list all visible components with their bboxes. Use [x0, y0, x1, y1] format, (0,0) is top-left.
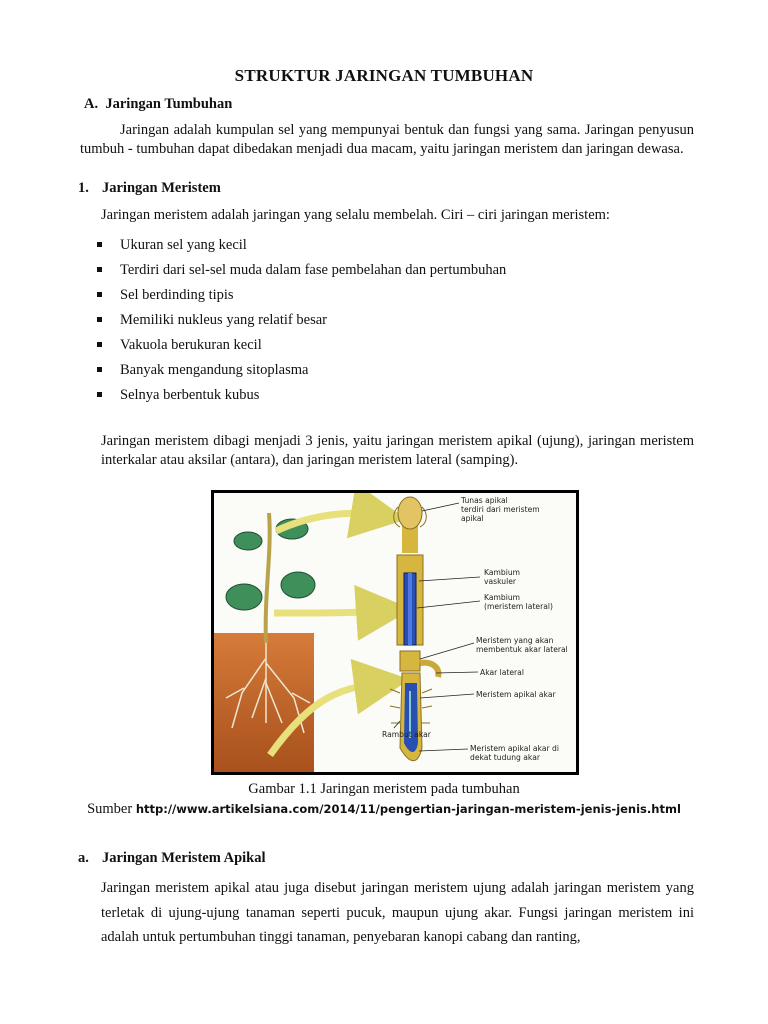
plant-stem	[266, 513, 270, 643]
svg-text:(meristem lateral): (meristem lateral)	[484, 602, 553, 611]
meristem-types-paragraph: Jaringan meristem dibagi menjadi 3 jenis, yaitu jaringan meristem apikal (ujung), jaringan meristem interkalar atau aksilar (antara), dan jaringan meristem lateral (samping).	[101, 433, 694, 468]
page-title: STRUKTUR JARINGAN TUMBUHAN	[234, 66, 534, 85]
list-item: Ukuran sel yang kecil	[96, 236, 506, 261]
label-meristem-akar-lateral: Meristem yang akan	[476, 636, 554, 645]
bullet-square-icon	[97, 242, 102, 247]
list-item: Banyak mengandung sitoplasma	[96, 361, 506, 386]
list-item: Terdiri dari sel-sel muda dalam fase pembelahan dan pertumbuhan	[96, 261, 506, 286]
root-section	[390, 651, 438, 761]
svg-text:dekat tudung akar: dekat tudung akar	[470, 753, 540, 762]
label-kambium-vaskuler: Kambium	[484, 568, 521, 577]
section-1-number: 1.	[78, 180, 89, 196]
bullet-square-icon	[97, 367, 102, 372]
intro-paragraph: Jaringan adalah kumpulan sel yang mempunyai bentuk dan fungsi yang sama. Jaringan penyusun tumbuh - tumbuhan dapat dibedakan menjadi dua macam, yaitu jaringan meristem dan jaringan dewasa.	[80, 122, 694, 157]
leaf-icon	[281, 572, 315, 598]
label-kambium-lateral: Kambium	[484, 593, 521, 602]
section-a-heading	[84, 96, 232, 113]
svg-text:apikal: apikal	[461, 514, 484, 523]
list-item: Selnya berbentuk kubus	[96, 386, 506, 411]
bullet-square-icon	[97, 317, 102, 322]
figure-source	[0, 801, 768, 818]
section-aa-title: Jaringan Meristem Apikal	[102, 850, 266, 866]
label-akar-lateral: Akar lateral	[480, 668, 524, 677]
svg-text:terdiri dari meristem: terdiri dari meristem	[461, 505, 540, 514]
source-url[interactable]: http://www.artikelsiana.com/2014/11/pengertian-jaringan-meristem-jenis-jenis.html	[135, 802, 681, 816]
label-rambut-akar: Rambut akar	[382, 730, 431, 739]
section-1-title: Jaringan Meristem	[102, 180, 221, 196]
apical-meristem-paragraph: Jaringan meristem apikal atau juga disebut jaringan meristem ujung adalah jaringan meristem yang terletak di ujung-ujung tanaman seperti pucuk, maupun ujung akar. Fungsi jaringan meristem ini adalah untuk pertumbuhan tinggi tanaman, penyebaran kanopi cabang dan ranting,	[101, 880, 694, 945]
svg-text:vaskuler: vaskuler	[484, 577, 516, 586]
section-a-label: A.	[84, 96, 99, 112]
label-meristem-apikal-akar: Meristem apikal akar	[476, 690, 556, 699]
label-meristem-tudung-akar: Meristem apikal akar di	[470, 744, 559, 753]
bullet-square-icon	[97, 392, 102, 397]
meristem-intro: Jaringan meristem adalah jaringan yang selalu membelah. Ciri – ciri jaringan meristem:	[101, 207, 610, 223]
leaf-icon	[234, 532, 262, 550]
leaf-icon	[226, 584, 262, 610]
list-item: Memiliki nukleus yang relatif besar	[96, 311, 506, 336]
bullet-square-icon	[97, 342, 102, 347]
arrow-icon	[274, 611, 384, 613]
section-aa-number: a.	[78, 850, 89, 866]
apical-bud	[394, 497, 427, 553]
stem-section	[397, 555, 423, 645]
meristem-characteristics-list	[96, 236, 506, 411]
figure-caption: Gambar 1.1 Jaringan meristem pada tumbuhan	[248, 781, 520, 797]
bullet-square-icon	[97, 267, 102, 272]
section-a-title: Jaringan Tumbuhan	[105, 96, 233, 112]
list-item: Vakuola berukuran kecil	[96, 336, 506, 361]
source-prefix: Sumber	[87, 801, 133, 817]
bullet-square-icon	[97, 292, 102, 297]
section-a-apikal-heading	[78, 850, 266, 867]
svg-text:membentuk akar lateral: membentuk akar lateral	[476, 645, 568, 654]
list-item: Sel berdinding tipis	[96, 286, 506, 311]
section-1-heading	[78, 180, 221, 197]
label-tunas-apikal: Tunas apikal	[461, 496, 508, 505]
meristem-figure	[211, 490, 579, 775]
meristem-illustration	[214, 493, 576, 772]
